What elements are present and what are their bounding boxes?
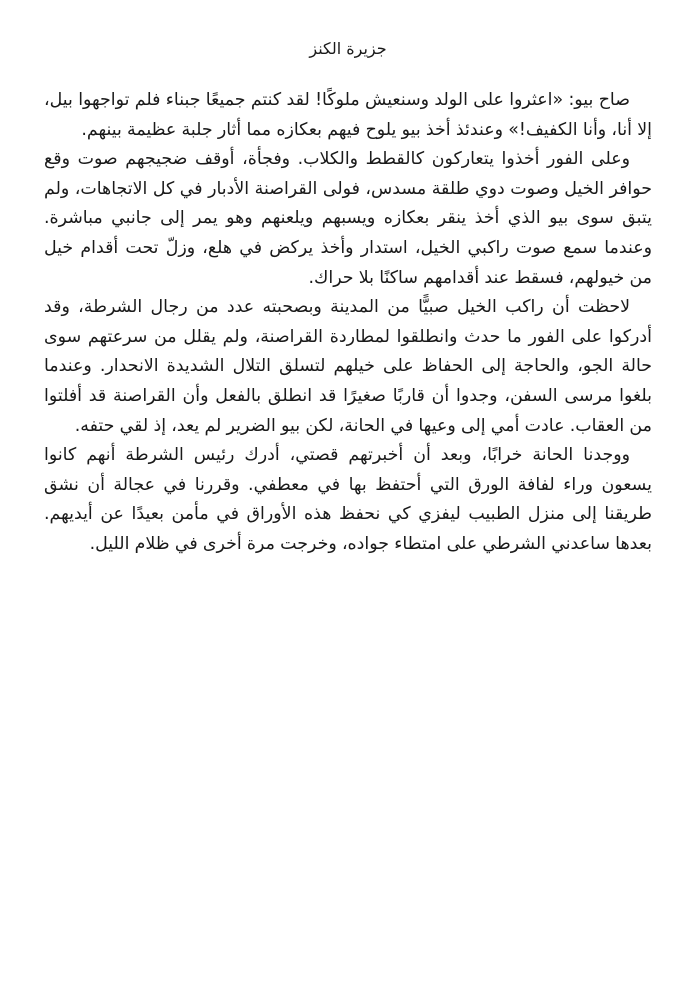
paragraph-2: وعلى الفور أخذوا يتعاركون كالقطط والكلاب. وفجأة، أوقف ضجيجهم صوت وقع حوافر الخيل وصوت دوي طلقة مسدس، فولى القراصنة الأدبار في كل الاتجاهات، ولم يتبق سوى بيو الذي أخذ ينقر بعكازه ويسبهم ويلعنهم وهو يمر إلى جانبي مباشرة. وعندما سمع صوت راكبي الخيل، استدار وأخذ يركض في هلع، وزلّ تحت أقدام خيل من خيولهم، فسقط عند أقدامهم ساكنًا بلا حراك. [44, 149, 652, 288]
body-text [44, 86, 652, 560]
running-title: جزيرة الكنز [309, 39, 387, 58]
paragraph-4: ووجدنا الحانة خرابًا، وبعد أن أخبرتهم قصتي، أدرك رئيس الشرطة أنهم كانوا يسعون وراء لفافة الورق التي أحتفظ بها في معطفي. وقررنا في عجالة أن نشق طريقنا إلى منزل الطبيب ليفزي كي نحفظ هذه الأوراق في مأمن بعيدًا عن أيديهم. بعدها ساعدني الشرطي على امتطاء جواده، وخرجت مرة أخرى في ظلام الليل. [44, 445, 652, 554]
paragraph-3: لاحظت أن راكب الخيل صبيًّا من المدينة وبصحبته عدد من رجال الشرطة، وقد أدركوا على الفور ما حدث وانطلقوا لمطاردة القراصنة، ولم يقلل من سرعتهم سوى حالة الجو، والحاجة إلى الحفاظ على خيلهم لتسلق التلال الشديدة الانحدار. وعندما بلغوا مرسى السفن، وجدوا أن قاربًا صغيرًا قد انطلق بالفعل وأن القراصنة قد أفلتوا من العقاب. عادت أمي إلى وعيها في الحانة، لكن بيو الضرير لم يعد، إذ لقي حتفه. [44, 297, 652, 436]
book-page [44, 38, 652, 560]
paragraph-1: صاح بيو: «اعثروا على الولد وسنعيش ملوكًا! لقد كنتم جميعًا جبناء فلم تواجهوا بيل، إلا أنا، وأنا الكفيف!» وعندئذ أخذ بيو يلوح فيهم بعكازه مما أثار جلبة عظيمة بينهم. [44, 90, 652, 140]
